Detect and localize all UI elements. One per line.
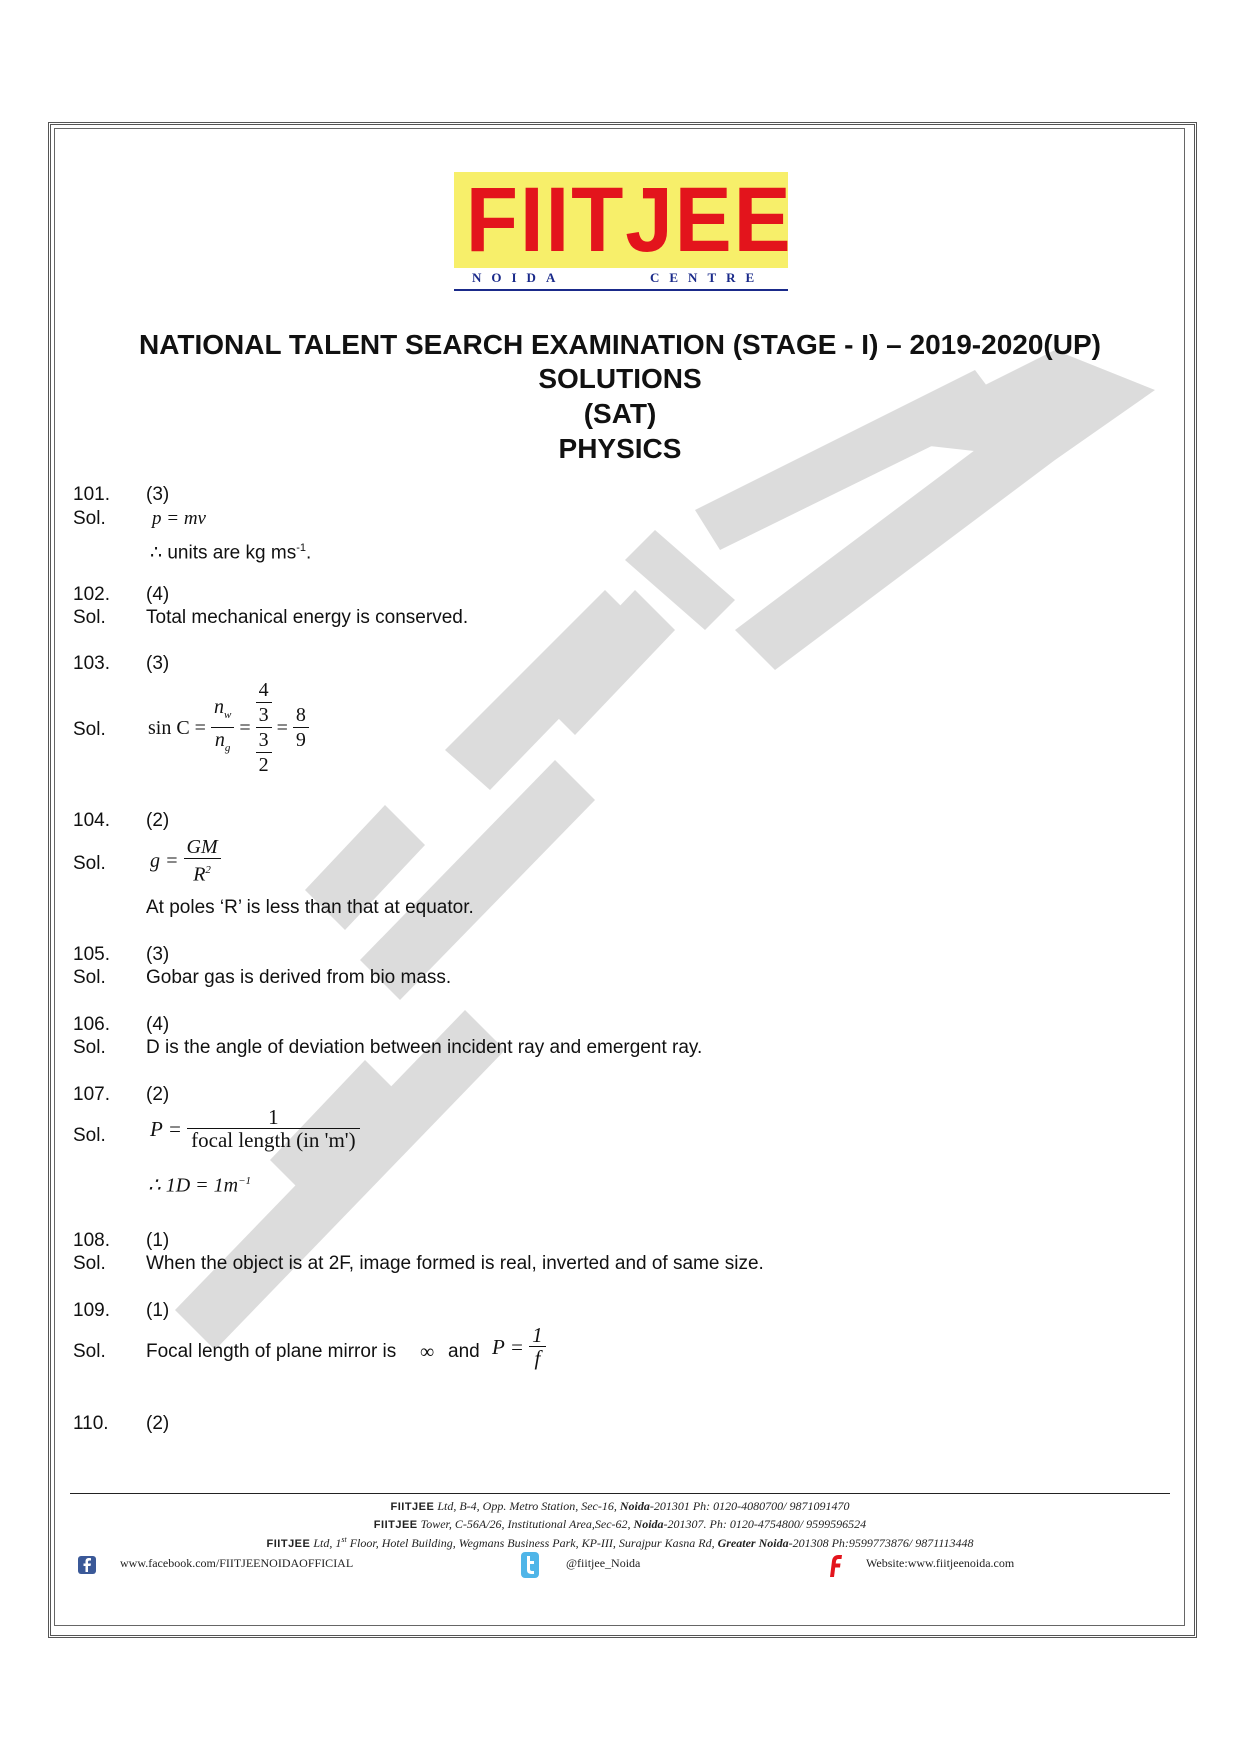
n-glass: $n_g$ <box>214 729 231 754</box>
logo-underline <box>454 289 788 291</box>
solution-109-equation <box>492 1324 546 1369</box>
sol-text: Total mechanical energy is conserved. <box>146 607 469 628</box>
answer-option: (2) <box>146 810 170 831</box>
sol-label: Sol. <box>73 607 106 628</box>
sol-label: Sol. <box>73 1341 106 1362</box>
question-number: 101. <box>73 484 110 505</box>
result-fraction: $\frac{8}{9}$ <box>293 703 309 752</box>
sol-equation: p = mv <box>152 508 206 529</box>
logo-sub-right: CENTRE <box>650 270 765 285</box>
question-number: 107. <box>73 1084 110 1105</box>
power-fraction: $\frac{1}{\text{focal length (in 'm')}}$ <box>187 1106 359 1151</box>
fiitjee-logo <box>454 169 793 292</box>
question-number: 102. <box>73 584 110 605</box>
question-number: 109. <box>73 1300 110 1321</box>
compound-fraction <box>256 678 272 777</box>
solution-107-equation <box>150 1106 360 1151</box>
sin-c-label: sin C = <box>148 716 206 739</box>
sol-label: Sol. <box>73 1253 106 1274</box>
sol-label: Sol. <box>73 1037 106 1058</box>
infinity-symbol: ∞ <box>420 1341 435 1363</box>
logo-brand-text: FIITJEE <box>465 169 793 271</box>
exam-title: NATIONAL TALENT SEARCH EXAMINATION (STAGE - I) – 2019-2020(UP) <box>139 329 1101 360</box>
solution-103-equation: sin C = $\frac{n_w}{n_g}$ = $\frac{\frac{4}{3}}{\frac{3}{2}}$ = $\frac{8}{9}$ <box>148 678 309 777</box>
power-label: P = <box>150 1116 182 1141</box>
sol-text: Gobar gas is derived from bio mass. <box>146 967 452 988</box>
sol-label: Sol. <box>73 853 106 874</box>
facebook-link[interactable]: www.facebook.com/FIITJEENOIDAOFFICIAL <box>120 1556 354 1570</box>
power-fraction: $\frac{1}{f}$ <box>529 1324 546 1369</box>
sol-text: Focal length of plane mirror is <box>146 1341 397 1362</box>
refractive-ratio <box>211 695 234 760</box>
sol-label: Sol. <box>73 1125 106 1146</box>
answer-option: (1) <box>146 1230 170 1251</box>
sol-label: Sol. <box>73 508 106 529</box>
footer-address-3: FIITJEE Ltd, 1st Floor, Hotel Building, Wegmans Business Park, KP-III, Surajpur Kasna Rd, Greater Noida-201308 Ph:9599773876/ 9871113448 <box>266 1535 974 1550</box>
sol-label: Sol. <box>73 719 106 740</box>
solutions-heading: SOLUTIONS <box>538 363 702 394</box>
answer-option: (1) <box>146 1300 170 1321</box>
and-word: and <box>448 1341 480 1362</box>
sol-text: At poles ‘R’ is less than that at equator. <box>146 897 474 918</box>
gravity-fraction: $\frac{GM}{R^2}$ <box>184 836 221 886</box>
question-number: 110. <box>73 1413 109 1434</box>
fiitjee-f-icon <box>828 1555 842 1577</box>
subject-heading: PHYSICS <box>558 433 682 464</box>
solution-104-equation <box>150 836 221 886</box>
g-label: g = <box>150 849 179 872</box>
answer-option: (3) <box>146 653 170 674</box>
solution-107-line2: ∴ $1D = 1m^{-1}$ <box>148 1174 252 1197</box>
logo-subtitle <box>454 268 788 290</box>
n-water: $n_w$ <box>211 695 234 728</box>
sol-text: ∴ units are kg $ms^{-1}$. <box>150 542 312 564</box>
answer-option: (3) <box>146 484 170 505</box>
website-link[interactable]: Website:www.fiitjeenoida.com <box>866 1556 1015 1570</box>
facebook-icon[interactable] <box>78 1555 96 1575</box>
twitter-icon[interactable] <box>520 1551 540 1579</box>
sol-text: D is the angle of deviation between incident ray and emergent ray. <box>146 1037 703 1058</box>
fraction-three-halves: $\frac{3}{2}$ <box>256 728 272 777</box>
footer-address-2: FIITJEE Tower, C-56A/26, Institutional Area,Sec-62, Noida-201307. Ph: 0120-4754800/ 9599596524 <box>373 1517 867 1531</box>
answer-option: (2) <box>146 1413 170 1434</box>
answer-option: (4) <box>146 584 170 605</box>
question-number: 103. <box>73 653 110 674</box>
logo-sub-left: NOIDA <box>472 270 566 285</box>
fiitjee-watermark <box>175 330 1155 1350</box>
footer-address-1: FIITJEE Ltd, B-4, Opp. Metro Station, Sec-16, Noida-201301 Ph: 0120-4080700/ 9871091470 <box>390 1499 850 1513</box>
twitter-handle[interactable]: @fiitjee_Noida <box>566 1556 641 1570</box>
answer-option: (2) <box>146 1084 170 1105</box>
question-number: 106. <box>73 1014 110 1035</box>
footer-divider <box>70 1493 1170 1494</box>
question-number: 104. <box>73 810 110 831</box>
answer-option: (3) <box>146 944 170 965</box>
question-number: 108. <box>73 1230 110 1251</box>
sat-heading: (SAT) <box>583 398 657 429</box>
sol-label: Sol. <box>73 967 106 988</box>
fraction-four-thirds: $\frac{4}{3}$ <box>256 678 272 728</box>
answer-option: (4) <box>146 1014 170 1035</box>
power-label: P = <box>492 1334 524 1359</box>
sol-text: When the object is at 2F, image formed is real, inverted and of same size. <box>146 1253 764 1274</box>
question-number: 105. <box>73 944 110 965</box>
